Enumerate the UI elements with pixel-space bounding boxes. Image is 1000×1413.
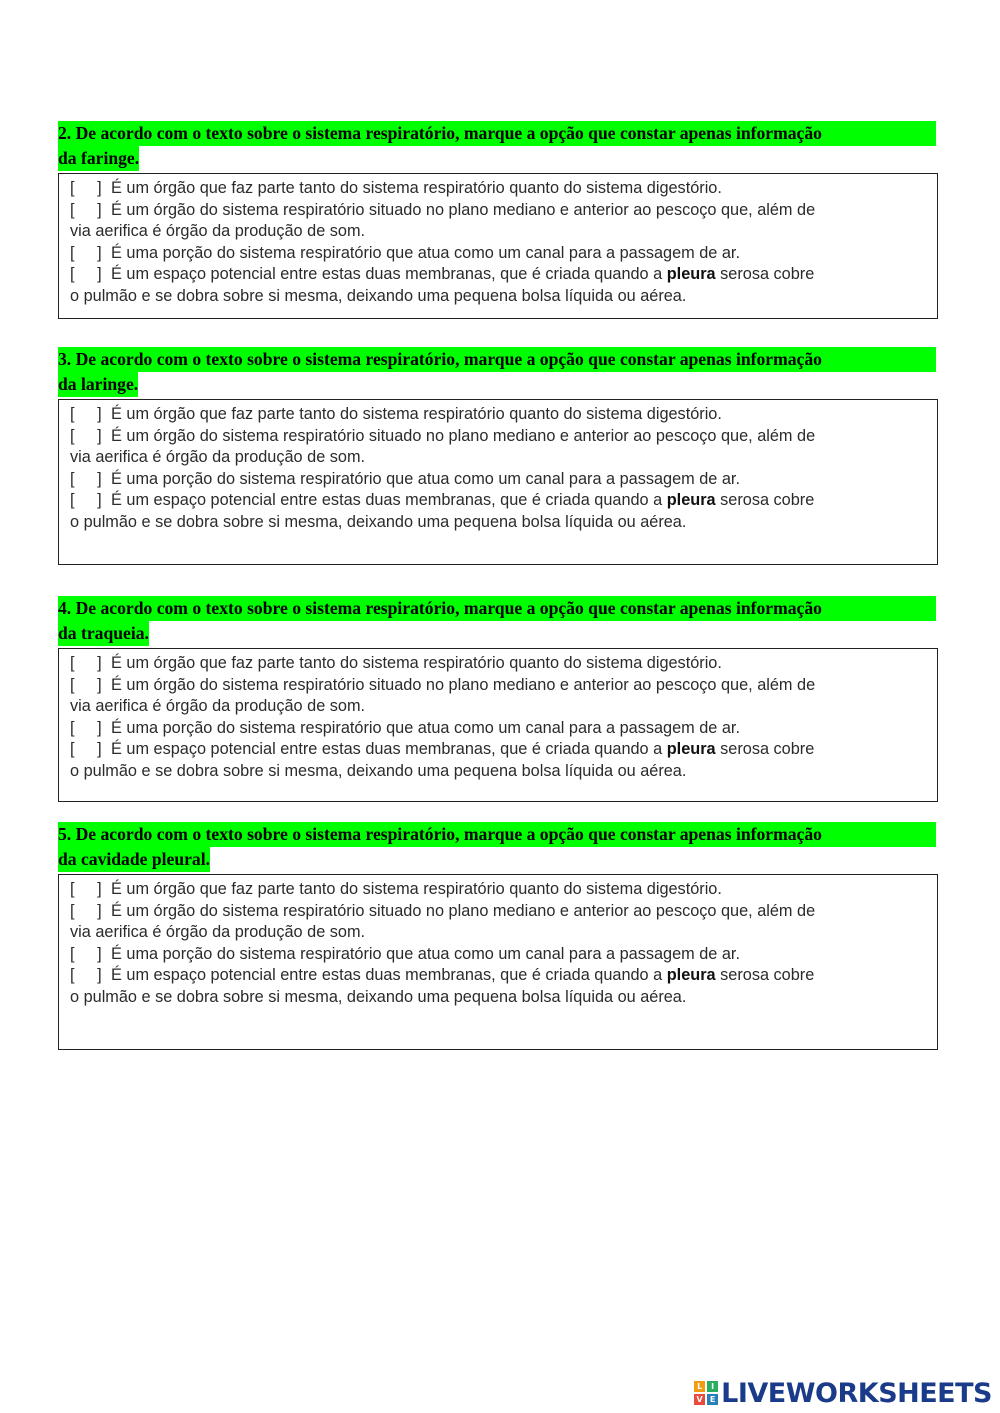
logo-icon (694, 1381, 718, 1405)
logo-tile: V (694, 1394, 705, 1405)
option-2[interactable]: [ ] É um órgão do sistema respiratório situado no plano mediano e anterior ao pescoço que, além de via aerifica é órgão da produção de som. (70, 901, 816, 941)
checkbox-bracket[interactable]: [ ] (70, 200, 102, 219)
options-box (58, 399, 938, 565)
option-1[interactable]: [ ] É um órgão que faz parte tanto do sistema respiratório quanto do sistema digestório. (70, 178, 927, 200)
logo-text: LIVEWORKSHEETS (721, 1377, 992, 1409)
checkbox-bracket[interactable]: [ ] (70, 265, 102, 283)
option-1[interactable]: [ ] É um órgão que faz parte tanto do sistema respiratório quanto do sistema digestório. (70, 653, 927, 675)
logo-tile: I (707, 1381, 718, 1392)
option-4[interactable]: [ ] É um espaço potencial entre estas duas membranas, que é criada quando a pleura serosa cobre o pulmão e se dobra sobre si mesma, deixando uma pequena bolsa líquida ou aérea. (70, 491, 815, 531)
checkbox-bracket[interactable]: [ ] (70, 426, 102, 445)
options-box (58, 648, 938, 802)
option-4[interactable]: [ ] É um espaço potencial entre estas duas membranas, que é criada quando a pleura serosa cobre o pulmão e se dobra sobre si mesma, deixando uma pequena bolsa líquida ou aérea. (70, 966, 815, 1006)
option-1[interactable]: [ ] É um órgão que faz parte tanto do sistema respiratório quanto do sistema digestório. (70, 404, 927, 426)
checkbox-bracket[interactable]: [ ] (70, 243, 102, 262)
question-title: 5. De acordo com o texto sobre o sistema respiratório, marque a opção que constar apenas informação da cavidade pleural. (58, 822, 938, 872)
option-2[interactable]: [ ] É um órgão do sistema respiratório situado no plano mediano e anterior ao pescoço que, além de via aerifica é órgão da produção de som. (70, 200, 816, 240)
checkbox-bracket[interactable]: [ ] (70, 654, 102, 672)
question-2 (58, 121, 938, 319)
question-title: 2. De acordo com o texto sobre o sistema respiratório, marque a opção que constar apenas informação da faringe. (58, 121, 938, 171)
checkbox-bracket[interactable]: [ ] (70, 740, 102, 758)
checkbox-bracket[interactable]: [ ] (70, 491, 102, 509)
question-title: 3. De acordo com o texto sobre o sistema respiratório, marque a opção que constar apenas informação da laringe. (58, 347, 938, 397)
option-2[interactable]: [ ] É um órgão do sistema respiratório situado no plano mediano e anterior ao pescoço que, além de via aerifica é órgão da produção de som. (70, 675, 816, 715)
option-3[interactable]: [ ] É uma porção do sistema respiratório que atua como um canal para a passagem de ar. (70, 243, 927, 265)
question-4 (58, 596, 938, 802)
logo-tile: E (707, 1394, 718, 1405)
option-3[interactable]: [ ] É uma porção do sistema respiratório que atua como um canal para a passagem de ar. (70, 469, 927, 491)
checkbox-bracket[interactable]: [ ] (70, 718, 102, 737)
checkbox-bracket[interactable]: [ ] (70, 405, 102, 423)
liveworksheets-logo (694, 1378, 992, 1408)
options-box (58, 874, 938, 1050)
option-1[interactable]: [ ] É um órgão que faz parte tanto do sistema respiratório quanto do sistema digestório. (70, 879, 927, 901)
options-box (58, 173, 938, 319)
option-3[interactable]: [ ] É uma porção do sistema respiratório que atua como um canal para a passagem de ar. (70, 718, 927, 740)
question-5 (58, 822, 938, 1050)
option-4[interactable]: [ ] É um espaço potencial entre estas duas membranas, que é criada quando a pleura serosa cobre o pulmão e se dobra sobre si mesma, deixando uma pequena bolsa líquida ou aérea. (70, 265, 815, 305)
checkbox-bracket[interactable]: [ ] (70, 179, 102, 197)
question-3 (58, 347, 938, 565)
question-title: 4. De acordo com o texto sobre o sistema respiratório, marque a opção que constar apenas informação da traqueia. (58, 596, 938, 646)
option-2[interactable]: [ ] É um órgão do sistema respiratório situado no plano mediano e anterior ao pescoço que, além de via aerifica é órgão da produção de som. (70, 426, 816, 466)
checkbox-bracket[interactable]: [ ] (70, 901, 102, 920)
checkbox-bracket[interactable]: [ ] (70, 880, 102, 898)
option-4[interactable]: [ ] É um espaço potencial entre estas duas membranas, que é criada quando a pleura serosa cobre o pulmão e se dobra sobre si mesma, deixando uma pequena bolsa líquida ou aérea. (70, 740, 815, 780)
logo-tile: L (694, 1381, 705, 1392)
checkbox-bracket[interactable]: [ ] (70, 469, 102, 488)
checkbox-bracket[interactable]: [ ] (70, 675, 102, 694)
checkbox-bracket[interactable]: [ ] (70, 944, 102, 963)
option-3[interactable]: [ ] É uma porção do sistema respiratório que atua como um canal para a passagem de ar. (70, 944, 927, 966)
checkbox-bracket[interactable]: [ ] (70, 966, 102, 984)
